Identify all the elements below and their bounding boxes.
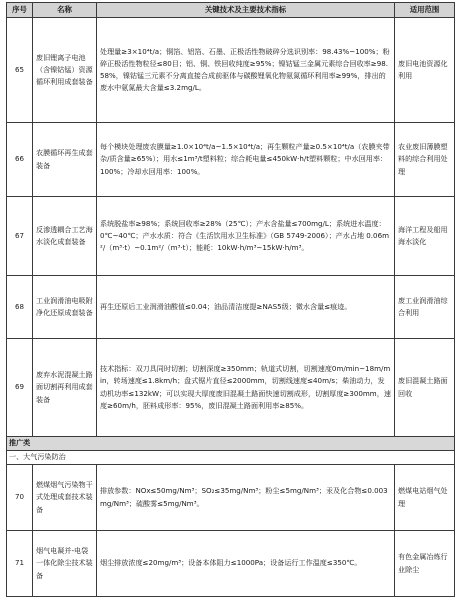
row-spec: 系统脱盐率≥98%；系统回收率≥28%（25℃）；产水含盐量≤700mg/L；系统进水温度：0℃~40℃；产水水质：符合《生活饮用水卫生标准》（GB 5749-2006）；产水占地 0.06m²/（m³·t）~0.1m²/（m³·t）；能耗：10kW·h/m³~15kW·h/m³。	[97, 197, 395, 276]
row-scope: 农业废旧薄膜塑料的综合利用处理	[395, 123, 455, 197]
row-name: 烟气电凝并-电袋一体化除尘技术装备	[33, 531, 97, 597]
table-row	[7, 276, 455, 339]
row-name: 废旧锂离子电池（含镍钴锰）资源循环利用成套装备	[33, 18, 97, 123]
header-scope: 适用范围	[395, 3, 455, 18]
row-name: 废弃水泥混凝土路面切割再利用成套装备	[33, 339, 97, 437]
row-spec: 烟尘排放浓度≤20mg/m³；设备本体阻力≤1000Pa；设备运行工作温度≤350℃。	[97, 531, 395, 597]
row-name: 农膜循环再生成套装备	[33, 123, 97, 197]
row-name: 工业润滑油电吸附净化还原成套装备	[33, 276, 97, 339]
row-spec: 每个模块处理废农膜量≥1.0×10⁴t/a~1.5×10⁴t/a；再生颗粒产量≥0.5×10⁴t/a（农膜夹带杂/质含量≥65%）；用水≤1m³/t塑料粒；综合耗电量≤450kW·h/t塑料颗粒；中水回用率：100%；冷却水回用率：100%。	[97, 123, 395, 197]
subsection-row	[7, 451, 455, 465]
table-row	[7, 197, 455, 276]
row-no: 67	[7, 197, 33, 276]
row-spec: 再生还原后工业润滑油酸值≤0.04；油品清洁度提≥NAS5级；微水含量≤痕迹。	[97, 276, 395, 339]
row-no: 70	[7, 465, 33, 531]
table-row	[7, 18, 455, 123]
row-no: 65	[7, 18, 33, 123]
table-row	[7, 123, 455, 197]
section-row	[7, 437, 455, 451]
row-name: 燃煤烟气污染物干式处理成套技术装备	[33, 465, 97, 531]
row-no: 71	[7, 531, 33, 597]
row-scope: 废工业润滑油综合利用	[395, 276, 455, 339]
row-no: 69	[7, 339, 33, 437]
row-scope: 废旧电池资源化利用	[395, 18, 455, 123]
section-title: 推广类	[7, 437, 455, 451]
header-spec: 关键技术及主要技术指标	[97, 3, 395, 18]
table-row	[7, 531, 455, 597]
header-no: 序号	[7, 3, 33, 18]
page	[6, 2, 454, 597]
table-row	[7, 465, 455, 531]
row-spec: 排放参数：NOx≤50mg/Nm³；SO₂≤35mg/Nm³；粉尘≤5mg/Nm³；汞及化合物≤0.003mg/Nm³；硫酸雾≤5mg/Nm³。	[97, 465, 395, 531]
row-scope: 有色金属冶炼行业除尘	[395, 531, 455, 597]
row-spec: 处理量≥3×10⁴t/a；铜箔、铝箔、石墨、正极活性物破碎分选识别率：98.43%~100%；粉碎正极活性物粒径≤80目；铝、铜、铁回收纯度≥95%；镍钴锰三金属元素综合回收率≥98.58%，镍钴锰三元素不分离直接合成前驱体与碳酸锂氧化物氨氮循环利用率≥99%，排出的废水中氨氮最大含量≤3.2mg/L。	[97, 18, 395, 123]
equipment-table	[6, 2, 455, 597]
row-scope: 海洋工程及船用海水淡化	[395, 197, 455, 276]
row-scope: 废旧混凝土路面回收	[395, 339, 455, 437]
row-no: 66	[7, 123, 33, 197]
row-no: 68	[7, 276, 33, 339]
row-spec: 技术指标：双刀具同时切割；切割深度≥350mm；轨道式切割，切割速度0m/min~18m/min，转场速度≤1.8km/h；盘式锯片直径≤2000mm，切割线速度≤40m/s；柴油动力，发动机功率≤132kW；可以实现大厚度废旧混凝土路面快速切割成形，切割厚度≥300mm，速度≥60m/h，胚料成形率：95%，废旧混凝土路面利用率≥85%。	[97, 339, 395, 437]
header-name: 名称	[33, 3, 97, 18]
table-header-row	[7, 3, 455, 18]
table-row	[7, 339, 455, 437]
subsection-title: 一、大气污染防治	[7, 451, 455, 465]
row-scope: 燃煤电站烟气处理	[395, 465, 455, 531]
row-name: 反渗透耦合工艺海水淡化成套装备	[33, 197, 97, 276]
